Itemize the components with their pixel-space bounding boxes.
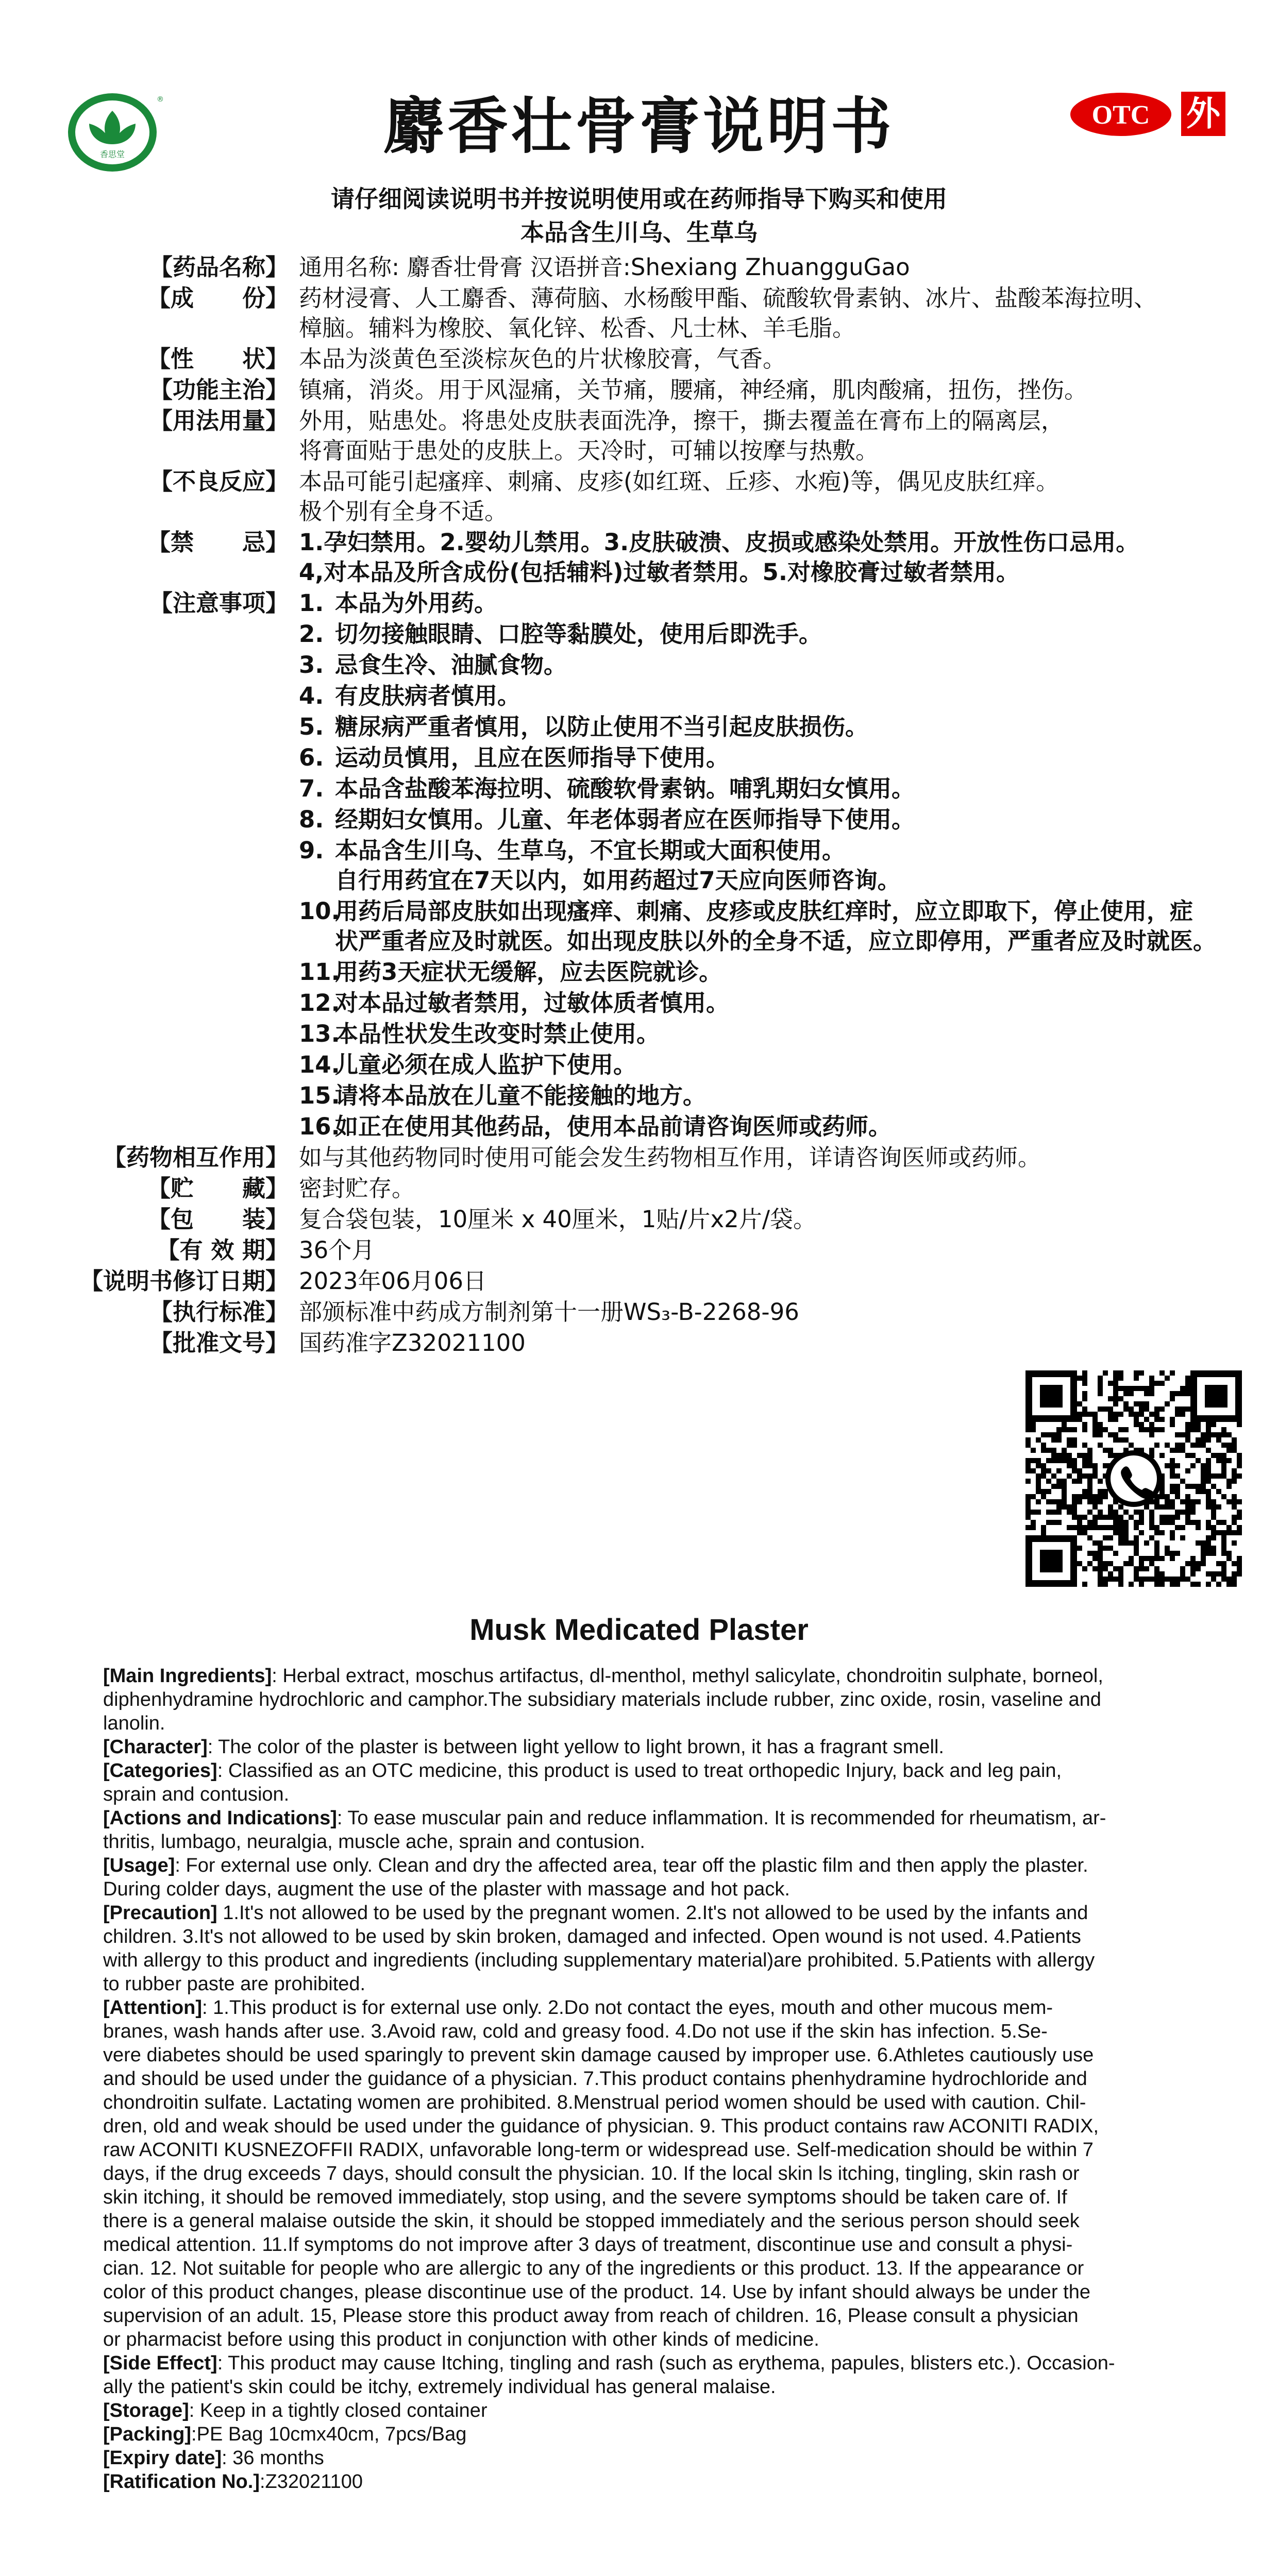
english-line — [103, 1901, 1211, 1925]
cn-row-0-text: 通用名称: 麝香壮骨膏 汉语拼音:Shexiang ZhuangguGao — [299, 253, 910, 281]
english-section-heading: [Usage] — [103, 1855, 175, 1876]
cn-row-4-label: 【用法用量】 — [149, 407, 289, 434]
english-line — [103, 2328, 1211, 2351]
attention-item-number: 7. — [299, 775, 324, 802]
english-line-text: :PE Bag 10cmx40cm, 7pcs/Bag — [191, 2424, 467, 2445]
attention-item-text: 切勿接触眼睛、口腔等黏膜处，使用后即洗手。 — [335, 620, 822, 648]
attention-item-number: 13. — [299, 1020, 340, 1047]
english-section-heading: [Categories] — [103, 1760, 217, 1782]
english-line-text: cian. 12. Not suitable for people who are allergic to any of the ingredients or this product. 13. If the appearance or — [103, 2258, 1084, 2279]
english-section-heading: [Ratification No.] — [103, 2471, 260, 2493]
english-title: Musk Medicated Plaster — [469, 1613, 809, 1647]
attention-item-text: 请将本品放在儿童不能接触的地方。 — [335, 1082, 707, 1109]
english-line — [103, 2067, 1211, 2091]
english-line — [103, 1806, 1211, 1830]
attention-item-number: 6. — [299, 744, 324, 771]
english-line — [103, 2138, 1211, 2162]
attention-item-number: 3. — [299, 651, 324, 679]
english-line — [103, 1830, 1211, 1854]
attention-item-number: 8. — [299, 806, 324, 833]
english-section-heading: [Attention] — [103, 1997, 203, 2019]
attention-item-text: 本品含生川乌、生草乌，不宜长期或大面积使用。 — [335, 837, 846, 864]
cn-row2-6-text: 国药准字Z32021100 — [299, 1329, 526, 1357]
cn-row-2-text: 本品为淡黄色至淡棕灰色的片状橡胶膏，气香。 — [299, 345, 786, 372]
attention-item-text: 本品为外用药。 — [335, 589, 498, 617]
english-line — [103, 2091, 1211, 2114]
english-line-text: lanolin. — [103, 1713, 165, 1734]
english-section-heading: [Character] — [103, 1736, 208, 1758]
notice-line-1: 请仔细阅读说明书并按说明使用或在药师指导下购买和使用 — [331, 185, 947, 213]
english-section-heading: [Expiry date] — [103, 2447, 222, 2469]
cn-row2-2-text: 复合袋包装，10厘米 x 40厘米，1贴/片x2片/袋。 — [299, 1206, 816, 1233]
external-use-badge: 外 — [1181, 92, 1225, 136]
cn-row2-5-text: 部颁标准中药成方制剂第十一册WS₃-B-2268-96 — [299, 1298, 799, 1326]
english-line-text: : Herbal extract, moschus artifactus, dl-menthol, methyl salicylate, chondroitin sulphate, borneol, — [272, 1665, 1103, 1687]
cn-row-4-text: 将膏面贴于患处的皮肤上。天冷时，可辅以按摩与热敷。 — [299, 437, 879, 464]
english-line-text: skin itching, it should be removed immediately, stop using, and the severe symptoms should be taken care of. If — [103, 2187, 1067, 2208]
english-line-text: or pharmacist before using this product in conjunction with other kinds of medicine. — [103, 2329, 819, 2350]
cn-row2-0-text: 如与其他药物同时使用可能会发生药物相互作用，详请咨询医师或药师。 — [299, 1144, 1041, 1171]
cn-row-4-text: 外用，贴患处。将患处皮肤表面洗净，擦干，撕去覆盖在膏布上的隔离层， — [299, 407, 1065, 434]
english-line — [103, 2043, 1211, 2067]
english-section-heading: [Storage] — [103, 2400, 189, 2421]
attention-item-text: 运动员慎用，且应在医师指导下使用。 — [335, 744, 730, 771]
cn-row-0-label: 【药品名称】 — [149, 253, 289, 281]
attention-item-text: 经期妇女慎用。儿童、年老体弱者应在医师指导下使用。 — [335, 806, 915, 833]
english-line — [103, 1735, 1211, 1759]
english-line-text: branes, wash hands after use. 3.Avoid raw, cold and greasy food. 4.Do not use if the skin has infection. 5.Se- — [103, 2021, 1048, 2042]
attention-item-number: 9. — [299, 837, 324, 864]
brand-logo-text: 香思堂 — [99, 149, 125, 159]
english-section-heading: [Packing] — [103, 2424, 192, 2445]
english-line — [103, 2399, 1211, 2422]
cn-row-3-label: 【功能主治】 — [149, 376, 289, 403]
attention-item-text: 有皮肤病者慎用。 — [335, 682, 521, 709]
cn-row2-1-label: 【贮 藏】 — [147, 1175, 289, 1202]
english-line-text: : For external use only. Clean and dry the affected area, tear off the plastic film and then apply the plaster. — [175, 1855, 1088, 1876]
cn-row2-0-label: 【药物相互作用】 — [103, 1144, 289, 1171]
cn-row-1-text: 药材浸膏、人工麝香、薄荷脑、水杨酸甲酯、硫酸软骨素钠、冰片、盐酸苯海拉明、 — [299, 284, 1157, 312]
otc-badge-text: OTC — [1091, 100, 1150, 130]
english-line — [103, 1688, 1211, 1711]
page-title: 麝香壮骨膏说明书 — [383, 91, 895, 162]
cn-row2-2-label: 【包 装】 — [147, 1206, 289, 1233]
english-line — [103, 1996, 1211, 2020]
english-line — [103, 1948, 1211, 1972]
english-line — [103, 1759, 1211, 1783]
english-line — [103, 1877, 1211, 1901]
english-line — [103, 2162, 1211, 2185]
attention-item-number: 1. — [299, 589, 324, 617]
english-line-text: : 36 months — [222, 2447, 324, 2469]
cn-row2-5-label: 【执行标准】 — [149, 1298, 289, 1326]
english-section-heading: [Actions and Indications] — [103, 1807, 337, 1829]
cn-row2-4-text: 2023年06月06日 — [299, 1267, 487, 1295]
english-line — [103, 1664, 1211, 1688]
english-line-text: color of this product changes, please discontinue use of the product. 14. Use by infant should always be under the — [103, 2281, 1090, 2303]
cn-row-3-text: 镇痛，消炎。用于风湿痛，关节痛，腰痛，神经痛，肌肉酸痛，扭伤，挫伤。 — [299, 376, 1088, 403]
header — [0, 0, 1278, 170]
english-line — [103, 2114, 1211, 2138]
english-line-text: : Keep in a tightly closed container — [189, 2400, 487, 2421]
english-line — [103, 1854, 1211, 1877]
cn-row-6-text: 1.孕妇禁用。2.婴幼儿禁用。3.皮肤破溃、皮损或感染处禁用。开放性伤口忌用。 — [299, 529, 1139, 556]
attention-item-number: 15. — [299, 1082, 340, 1109]
english-line-text: diphenhydramine hydrochloric and camphor.The subsidiary materials include rubber, zinc oxide, rosin, vaseline and — [103, 1689, 1101, 1710]
attention-item-text: 用药后局部皮肤如出现瘙痒、刺痛、皮疹或皮肤红痒时，应立即取下，停止使用，症 — [335, 897, 1193, 925]
english-line — [103, 2185, 1211, 2209]
attention-item-number: 14. — [299, 1051, 340, 1078]
attention-item-text: 状严重者应及时就医。如出现皮肤以外的全身不适，应立即停用，严重者应及时就医。 — [335, 927, 1217, 955]
english-line-text: vere diabetes should be used sparingly to prevent skin damage caused by improper use. 6.Athletes cautiously use — [103, 2044, 1094, 2066]
attention-label: 【注意事项】 — [149, 589, 289, 617]
attention-item-number: 16. — [299, 1113, 340, 1140]
attention-item-number: 5. — [299, 713, 324, 740]
english-line — [103, 2470, 1211, 2494]
english-line-text: raw ACONITI KUSNEZOFFII RADIX, unfavorable long-term or widespread use. Self-medication should be within 7 — [103, 2139, 1094, 2161]
cn-row-1-text: 樟脑。辅料为橡胶、氧化锌、松香、凡士林、羊毛脂。 — [299, 314, 856, 342]
english-section-heading: [Main Ingredients] — [103, 1665, 272, 1687]
english-line-text: supervision of an adult. 15, Please store this product away from reach of children. 16, Please consult a physician — [103, 2305, 1079, 2327]
attention-item-text: 用药3天症状无缓解，应去医院就诊。 — [335, 958, 722, 986]
cn-row-5-text: 极个别有全身不适。 — [299, 498, 508, 525]
english-line — [103, 2351, 1211, 2375]
attention-item-text: 对本品过敏者禁用，过敏体质者慎用。 — [335, 989, 730, 1016]
english-line-text: chondroitin sulfate. Lactating women are prohibited. 8.Menstrual period women should be used with caution. Chil- — [103, 2092, 1086, 2113]
cn-row2-6-label: 【批准文号】 — [149, 1329, 289, 1357]
attention-item-text: 本品含盐酸苯海拉明、硫酸软骨素钠。哺乳期妇女慎用。 — [335, 775, 915, 802]
cn-row2-3-label: 【有 效 期】 — [156, 1236, 289, 1264]
english-line-text: During colder days, augment the use of the plaster with massage and hot pack. — [103, 1878, 790, 1900]
attention-item-number: 11. — [299, 958, 340, 986]
english-line — [103, 1972, 1211, 1996]
english-line — [103, 2446, 1211, 2470]
english-line — [103, 2375, 1211, 2399]
english-line-text: ally the patient's skin could be itchy, extremely individual has general malaise. — [103, 2376, 776, 2398]
cn-row-6-text: 4,对本品及所含成份(包括辅料)过敏者禁用。5.对橡胶膏过敏者禁用。 — [299, 558, 1019, 586]
english-line-text: 1.It's not allowed to be used by the pregnant women. 2.It's not allowed to be used by the infants and — [217, 1902, 1088, 1924]
cn-row2-4-label: 【说明书修订日期】 — [79, 1267, 289, 1295]
english-line-text: with allergy to this product and ingredients (including supplementary material)are prohibited. 5.Patients with allergy — [103, 1950, 1095, 1971]
english-section-heading: [Side Effect] — [103, 2352, 217, 2374]
notice-line-2: 本品含生川乌、生草乌 — [520, 218, 758, 246]
english-line-text: there is a general malaise outside the skin, it should be stopped immediately and the serious person should seek — [103, 2210, 1080, 2232]
attention-item-text: 本品性状发生改变时禁止使用。 — [335, 1020, 660, 1047]
english-line-text: :Z32021100 — [259, 2471, 363, 2493]
english-line-text: children. 3.It's not allowed to be used by skin broken, damaged and infected. Open wound is not used. 4.Patients — [103, 1926, 1081, 1947]
english-line-text: : Classified as an OTC medicine, this product is used to treat orthopedic Injury, back and leg pain, — [217, 1760, 1062, 1782]
english-line-text: : The color of the plaster is between light yellow to light brown, it has a fragrant smell. — [207, 1736, 944, 1758]
attention-item-number: 12. — [299, 989, 340, 1016]
attention-item-number: 10. — [299, 897, 340, 925]
english-line — [103, 2304, 1211, 2328]
qr-code — [1025, 1370, 1242, 1587]
cn-row2-3-text: 36个月 — [299, 1236, 375, 1264]
english-line — [103, 1711, 1211, 1735]
english-line — [103, 2280, 1211, 2304]
otc-badge — [1069, 92, 1172, 137]
cn-row2-1-text: 密封贮存。 — [299, 1175, 415, 1202]
attention-item-text: 儿童必须在成人监护下使用。 — [335, 1051, 637, 1078]
english-instructions — [103, 1664, 1211, 2494]
english-line — [103, 1925, 1211, 1948]
attention-item-number: 4. — [299, 682, 324, 709]
english-line — [103, 2209, 1211, 2233]
english-line-text: medical attention. 11.If symptoms do not improve after 3 days of treatment, discontinue use and consult a physi- — [103, 2234, 1073, 2256]
english-section-heading: [Precaution] — [103, 1902, 217, 1924]
svg-text:®: ® — [157, 95, 164, 104]
attention-item-text: 自行用药宜在7天以内，如用药超过7天应向医师咨询。 — [335, 867, 901, 894]
english-line-text: sprain and contusion. — [103, 1784, 290, 1805]
english-line — [103, 2020, 1211, 2043]
attention-item-text: 忌食生冷、油腻食物。 — [335, 651, 567, 679]
english-line-text: thritis, lumbago, neuralgia, muscle ache, sprain and contusion. — [103, 1831, 645, 1853]
cn-row-5-text: 本品可能引起瘙痒、刺痛、皮疹(如红斑、丘疹、水疱)等，偶见皮肤红痒。 — [299, 468, 1060, 495]
english-line-text: : This product may cause Itching, tingling and rash (such as erythema, papules, blisters etc.). Occasion- — [217, 2352, 1115, 2374]
english-line-text: and should be used under the guidance of a physician. 7.This product contains phenhydramine hydrochloride and — [103, 2068, 1087, 2090]
english-line-text: dren, old and weak should be used under the guidance of physician. 9. This product contains raw ACONITI RADIX, — [103, 2115, 1099, 2137]
english-line — [103, 2233, 1211, 2257]
english-line-text: days, if the drug exceeds 7 days, should consult the physician. 10. If the local skin ls itching, tingling, skin rash or — [103, 2163, 1080, 2184]
cn-row-2-label: 【性 状】 — [147, 345, 289, 372]
english-line-text: to rubber paste are prohibited. — [103, 1973, 366, 1995]
english-line-text: : To ease muscular pain and reduce inflammation. It is recommended for rheumatism, ar- — [337, 1807, 1106, 1829]
english-line — [103, 2422, 1211, 2446]
attention-item-number: 2. — [299, 620, 324, 648]
english-line — [103, 2257, 1211, 2280]
cn-row-6-label: 【禁 忌】 — [147, 529, 289, 556]
cn-row-1-label: 【成 份】 — [147, 284, 289, 312]
attention-item-text: 糖尿病严重者慎用，以防止使用不当引起皮肤损伤。 — [335, 713, 869, 740]
cn-row-5-label: 【不良反应】 — [149, 468, 289, 495]
english-line — [103, 1783, 1211, 1806]
english-line-text: : 1.This product is for external use only. 2.Do not contact the eyes, mouth and other mucous mem- — [202, 1997, 1053, 2019]
attention-item-text: 如正在使用其他药品，使用本品前请咨询医师或药师。 — [335, 1113, 892, 1140]
